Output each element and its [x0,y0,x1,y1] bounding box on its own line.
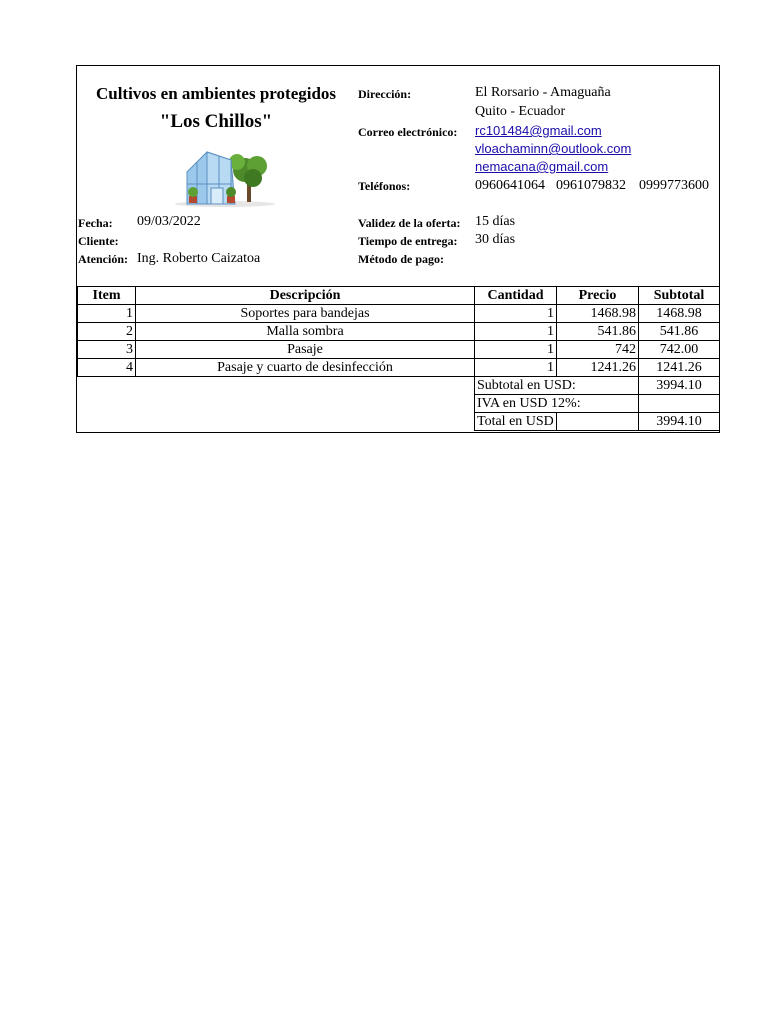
email-label: Correo electrónico: [358,125,458,139]
item-price: 742 [557,341,639,359]
date-value: 09/03/2022 [137,214,201,229]
phone-1: 0960641064 [475,178,545,193]
item-number: 2 [78,323,136,341]
phone-3: 0999773600 [639,178,709,193]
phone-2: 0961079832 [556,178,626,193]
item-subtotal: 541.86 [639,323,720,341]
subtotal-value: 3994.10 [639,377,720,395]
iva-value [639,395,720,413]
header-description: Descripción [136,287,475,305]
header-item: Item [78,287,136,305]
table-row [78,341,720,359]
date-label: Fecha: [78,216,113,230]
summary-row-subtotal [78,377,720,395]
attention-label: Atención: [78,252,128,266]
header-subtotal: Subtotal [639,287,720,305]
table-row [78,359,720,377]
item-price: 541.86 [557,323,639,341]
total-label: Total en USD [475,413,557,431]
subtotal-label: Subtotal en USD: [475,377,639,395]
total-empty-cell [557,413,639,431]
table-row [78,305,720,323]
table-header-row [78,287,720,305]
item-description: Pasaje [136,341,475,359]
item-price: 1468.98 [557,305,639,323]
greenhouse-icon [173,148,277,208]
item-quantity: 1 [475,323,557,341]
phones-label: Teléfonos: [358,179,411,193]
address-line1: El Rorsario - Amaguaña [475,85,611,100]
payment-label: Método de pago: [358,252,444,266]
company-subname: "Los Chillos" [159,111,273,132]
table-row [78,323,720,341]
total-value: 3994.10 [639,413,720,431]
email-link[interactable]: vloachaminn@outlook.com [475,141,632,156]
email-link[interactable]: nemacana@gmail.com [475,159,609,174]
item-description: Soportes para bandejas [136,305,475,323]
item-number: 3 [78,341,136,359]
item-quantity: 1 [475,359,557,377]
item-number: 4 [78,359,136,377]
iva-label: IVA en USD 12%: [475,395,639,413]
delivery-value: 30 días [475,232,516,247]
item-description: Malla sombra [136,323,475,341]
item-subtotal: 1468.98 [639,305,720,323]
company-name: Cultivos en ambientes protegidos [95,84,337,103]
validity-value: 15 días [475,214,516,229]
item-quantity: 1 [475,341,557,359]
items-table [77,286,720,431]
client-label: Cliente: [78,234,119,248]
item-description: Pasaje y cuarto de desinfección [136,359,475,377]
item-subtotal: 742.00 [639,341,720,359]
address-label: Dirección: [358,87,412,101]
item-quantity: 1 [475,305,557,323]
validity-label: Validez de la oferta: [358,216,461,230]
delivery-label: Tiempo de entrega: [358,234,458,248]
item-number: 1 [78,305,136,323]
attention-value: Ing. Roberto Caizatoa [137,251,261,266]
summary-blank [78,377,475,431]
item-price: 1241.26 [557,359,639,377]
item-subtotal: 1241.26 [639,359,720,377]
header-quantity: Cantidad [475,287,557,305]
header-price: Precio [557,287,639,305]
address-line2: Quito - Ecuador [475,104,566,119]
quote-sheet [76,65,720,433]
email-link[interactable]: rc101484@gmail.com [475,123,602,138]
